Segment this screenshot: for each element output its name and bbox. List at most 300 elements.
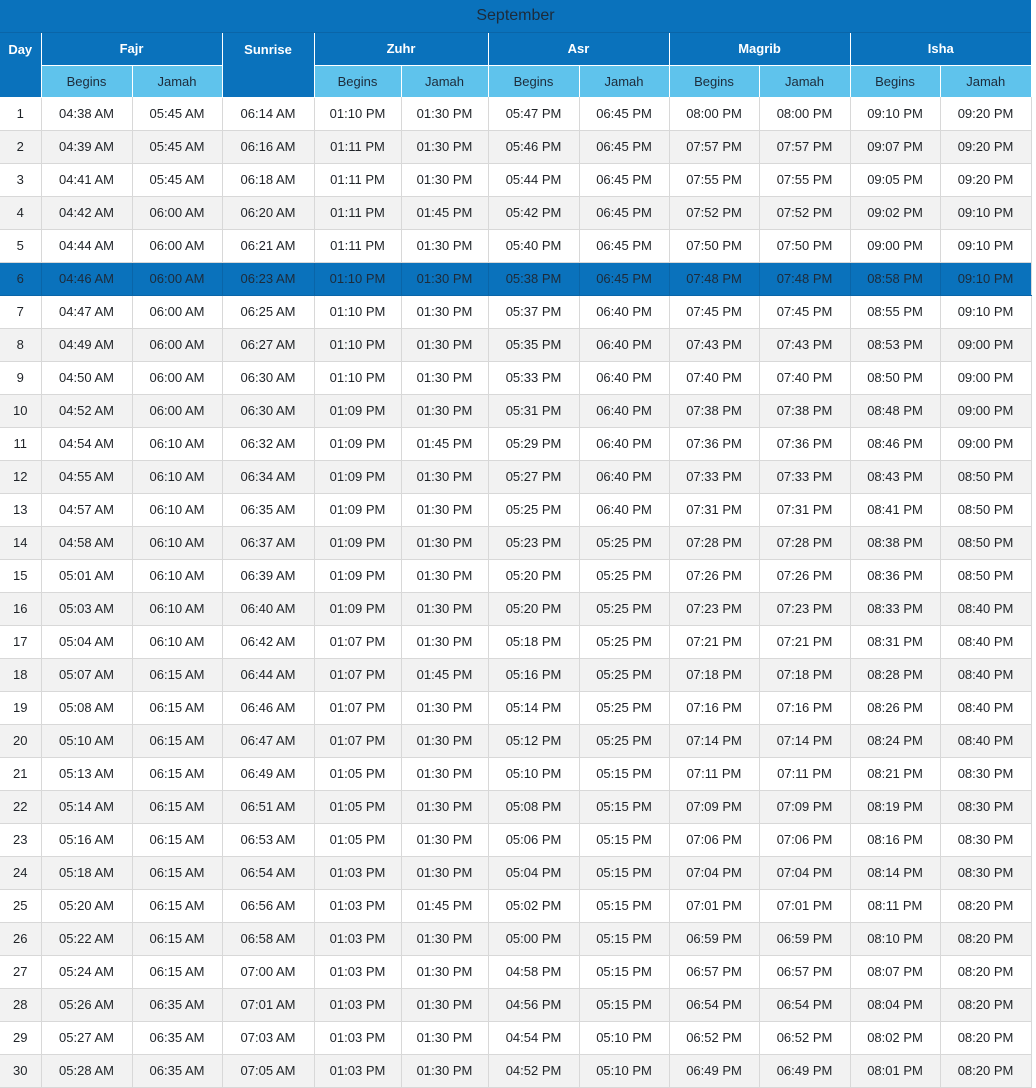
cell-day: 11 xyxy=(0,427,41,460)
cell-fajr-begins: 05:26 AM xyxy=(41,988,132,1021)
cell-magrib-jamah: 07:14 PM xyxy=(759,724,850,757)
cell-zuhr-jamah: 01:30 PM xyxy=(401,592,488,625)
cell-fajr-begins: 04:57 AM xyxy=(41,493,132,526)
cell-isha-begins: 09:00 PM xyxy=(850,229,940,262)
cell-asr-begins: 05:16 PM xyxy=(488,658,579,691)
cell-zuhr-jamah: 01:30 PM xyxy=(401,724,488,757)
cell-zuhr-begins: 01:05 PM xyxy=(314,823,401,856)
cell-sunrise: 06:25 AM xyxy=(222,295,314,328)
cell-isha-begins: 08:46 PM xyxy=(850,427,940,460)
cell-zuhr-jamah: 01:30 PM xyxy=(401,262,488,295)
cell-magrib-jamah: 07:50 PM xyxy=(759,229,850,262)
cell-asr-begins: 05:40 PM xyxy=(488,229,579,262)
cell-fajr-begins: 05:04 AM xyxy=(41,625,132,658)
cell-magrib-jamah: 07:52 PM xyxy=(759,196,850,229)
cell-fajr-jamah: 06:15 AM xyxy=(132,889,222,922)
cell-zuhr-begins: 01:05 PM xyxy=(314,790,401,823)
cell-asr-jamah: 05:15 PM xyxy=(579,790,669,823)
cell-fajr-jamah: 06:10 AM xyxy=(132,460,222,493)
cell-isha-jamah: 08:20 PM xyxy=(940,1021,1031,1054)
cell-magrib-jamah: 06:57 PM xyxy=(759,955,850,988)
cell-sunrise: 06:42 AM xyxy=(222,625,314,658)
cell-zuhr-begins: 01:11 PM xyxy=(314,163,401,196)
cell-zuhr-begins: 01:07 PM xyxy=(314,625,401,658)
subheader-magrib-jamah: Jamah xyxy=(759,65,850,97)
cell-isha-begins: 09:02 PM xyxy=(850,196,940,229)
cell-fajr-begins: 05:01 AM xyxy=(41,559,132,592)
cell-magrib-begins: 07:40 PM xyxy=(669,361,759,394)
month-title: September xyxy=(0,0,1031,33)
cell-sunrise: 06:27 AM xyxy=(222,328,314,361)
table-row xyxy=(0,658,1031,691)
cell-asr-begins: 05:44 PM xyxy=(488,163,579,196)
cell-zuhr-jamah: 01:30 PM xyxy=(401,790,488,823)
cell-zuhr-begins: 01:10 PM xyxy=(314,328,401,361)
cell-zuhr-begins: 01:10 PM xyxy=(314,295,401,328)
table-row xyxy=(0,955,1031,988)
cell-fajr-begins: 05:28 AM xyxy=(41,1054,132,1087)
subheader-isha-jamah: Jamah xyxy=(940,65,1031,97)
cell-isha-begins: 08:36 PM xyxy=(850,559,940,592)
cell-fajr-jamah: 06:35 AM xyxy=(132,1054,222,1087)
cell-sunrise: 07:03 AM xyxy=(222,1021,314,1054)
table-row xyxy=(0,790,1031,823)
cell-magrib-begins: 07:36 PM xyxy=(669,427,759,460)
cell-magrib-jamah: 06:54 PM xyxy=(759,988,850,1021)
cell-fajr-begins: 04:39 AM xyxy=(41,130,132,163)
cell-day: 18 xyxy=(0,658,41,691)
table-row xyxy=(0,724,1031,757)
cell-fajr-begins: 04:50 AM xyxy=(41,361,132,394)
table-row xyxy=(0,130,1031,163)
cell-magrib-jamah: 07:43 PM xyxy=(759,328,850,361)
cell-asr-begins: 05:20 PM xyxy=(488,559,579,592)
cell-zuhr-jamah: 01:30 PM xyxy=(401,691,488,724)
cell-asr-jamah: 06:45 PM xyxy=(579,97,669,130)
cell-asr-begins: 05:47 PM xyxy=(488,97,579,130)
cell-magrib-begins: 07:45 PM xyxy=(669,295,759,328)
cell-isha-jamah: 08:30 PM xyxy=(940,856,1031,889)
cell-isha-begins: 08:01 PM xyxy=(850,1054,940,1087)
cell-zuhr-jamah: 01:30 PM xyxy=(401,493,488,526)
cell-isha-jamah: 08:20 PM xyxy=(940,1054,1031,1087)
cell-magrib-begins: 07:43 PM xyxy=(669,328,759,361)
cell-asr-jamah: 05:25 PM xyxy=(579,592,669,625)
cell-day: 9 xyxy=(0,361,41,394)
table-row xyxy=(0,1054,1031,1087)
cell-asr-jamah: 06:40 PM xyxy=(579,361,669,394)
cell-isha-begins: 08:38 PM xyxy=(850,526,940,559)
cell-sunrise: 06:14 AM xyxy=(222,97,314,130)
cell-zuhr-begins: 01:03 PM xyxy=(314,856,401,889)
cell-fajr-jamah: 05:45 AM xyxy=(132,97,222,130)
cell-zuhr-jamah: 01:30 PM xyxy=(401,361,488,394)
cell-magrib-begins: 07:31 PM xyxy=(669,493,759,526)
cell-day: 7 xyxy=(0,295,41,328)
cell-zuhr-begins: 01:09 PM xyxy=(314,460,401,493)
cell-day: 14 xyxy=(0,526,41,559)
cell-zuhr-jamah: 01:30 PM xyxy=(401,328,488,361)
cell-day: 30 xyxy=(0,1054,41,1087)
header-asr: Asr xyxy=(488,33,669,65)
cell-isha-begins: 08:07 PM xyxy=(850,955,940,988)
cell-isha-jamah: 08:30 PM xyxy=(940,823,1031,856)
table-row xyxy=(0,394,1031,427)
cell-isha-begins: 08:48 PM xyxy=(850,394,940,427)
cell-zuhr-jamah: 01:30 PM xyxy=(401,460,488,493)
cell-isha-jamah: 09:20 PM xyxy=(940,130,1031,163)
cell-fajr-jamah: 06:15 AM xyxy=(132,856,222,889)
cell-asr-begins: 04:52 PM xyxy=(488,1054,579,1087)
cell-isha-jamah: 09:00 PM xyxy=(940,328,1031,361)
cell-sunrise: 06:23 AM xyxy=(222,262,314,295)
table-row xyxy=(0,163,1031,196)
cell-day: 4 xyxy=(0,196,41,229)
cell-magrib-begins: 07:52 PM xyxy=(669,196,759,229)
cell-sunrise: 06:30 AM xyxy=(222,394,314,427)
cell-isha-jamah: 08:40 PM xyxy=(940,691,1031,724)
cell-fajr-jamah: 06:10 AM xyxy=(132,559,222,592)
cell-fajr-begins: 04:38 AM xyxy=(41,97,132,130)
cell-fajr-begins: 04:55 AM xyxy=(41,460,132,493)
cell-zuhr-begins: 01:03 PM xyxy=(314,889,401,922)
cell-fajr-jamah: 06:35 AM xyxy=(132,1021,222,1054)
cell-day: 21 xyxy=(0,757,41,790)
cell-asr-begins: 05:38 PM xyxy=(488,262,579,295)
cell-fajr-jamah: 06:15 AM xyxy=(132,955,222,988)
cell-fajr-begins: 05:16 AM xyxy=(41,823,132,856)
cell-zuhr-jamah: 01:30 PM xyxy=(401,229,488,262)
cell-asr-begins: 05:31 PM xyxy=(488,394,579,427)
cell-asr-begins: 05:42 PM xyxy=(488,196,579,229)
cell-magrib-jamah: 07:55 PM xyxy=(759,163,850,196)
cell-asr-begins: 05:29 PM xyxy=(488,427,579,460)
cell-fajr-jamah: 06:10 AM xyxy=(132,427,222,460)
table-row xyxy=(0,856,1031,889)
cell-isha-jamah: 09:10 PM xyxy=(940,196,1031,229)
cell-zuhr-begins: 01:10 PM xyxy=(314,361,401,394)
cell-isha-begins: 08:02 PM xyxy=(850,1021,940,1054)
cell-magrib-begins: 07:55 PM xyxy=(669,163,759,196)
cell-asr-begins: 05:18 PM xyxy=(488,625,579,658)
cell-asr-jamah: 06:40 PM xyxy=(579,295,669,328)
cell-zuhr-jamah: 01:45 PM xyxy=(401,658,488,691)
cell-zuhr-jamah: 01:30 PM xyxy=(401,163,488,196)
cell-isha-begins: 08:16 PM xyxy=(850,823,940,856)
cell-magrib-begins: 07:04 PM xyxy=(669,856,759,889)
cell-magrib-jamah: 07:38 PM xyxy=(759,394,850,427)
cell-isha-jamah: 08:40 PM xyxy=(940,625,1031,658)
cell-magrib-jamah: 07:11 PM xyxy=(759,757,850,790)
table-row xyxy=(0,526,1031,559)
cell-sunrise: 06:39 AM xyxy=(222,559,314,592)
cell-magrib-begins: 07:06 PM xyxy=(669,823,759,856)
cell-sunrise: 06:40 AM xyxy=(222,592,314,625)
cell-magrib-jamah: 07:01 PM xyxy=(759,889,850,922)
subheader-isha-begins: Begins xyxy=(850,65,940,97)
cell-isha-jamah: 08:20 PM xyxy=(940,922,1031,955)
cell-day: 1 xyxy=(0,97,41,130)
cell-fajr-begins: 04:44 AM xyxy=(41,229,132,262)
cell-magrib-jamah: 07:36 PM xyxy=(759,427,850,460)
cell-isha-jamah: 09:20 PM xyxy=(940,97,1031,130)
cell-magrib-jamah: 07:16 PM xyxy=(759,691,850,724)
cell-zuhr-begins: 01:07 PM xyxy=(314,658,401,691)
cell-asr-jamah: 06:45 PM xyxy=(579,262,669,295)
header-sunrise: Sunrise xyxy=(222,33,314,97)
cell-zuhr-begins: 01:03 PM xyxy=(314,1021,401,1054)
cell-isha-begins: 08:24 PM xyxy=(850,724,940,757)
cell-isha-begins: 08:55 PM xyxy=(850,295,940,328)
cell-fajr-jamah: 06:15 AM xyxy=(132,922,222,955)
cell-magrib-begins: 06:59 PM xyxy=(669,922,759,955)
cell-day: 20 xyxy=(0,724,41,757)
cell-magrib-begins: 07:14 PM xyxy=(669,724,759,757)
cell-fajr-begins: 04:52 AM xyxy=(41,394,132,427)
table-row xyxy=(0,823,1031,856)
cell-zuhr-begins: 01:05 PM xyxy=(314,757,401,790)
cell-zuhr-jamah: 01:30 PM xyxy=(401,955,488,988)
table-row xyxy=(0,97,1031,130)
cell-sunrise: 06:37 AM xyxy=(222,526,314,559)
cell-isha-jamah: 09:20 PM xyxy=(940,163,1031,196)
cell-magrib-begins: 07:38 PM xyxy=(669,394,759,427)
cell-isha-jamah: 08:40 PM xyxy=(940,658,1031,691)
cell-zuhr-begins: 01:10 PM xyxy=(314,97,401,130)
table-row xyxy=(0,889,1031,922)
cell-fajr-begins: 04:54 AM xyxy=(41,427,132,460)
cell-sunrise: 07:05 AM xyxy=(222,1054,314,1087)
cell-magrib-begins: 07:50 PM xyxy=(669,229,759,262)
cell-asr-begins: 05:06 PM xyxy=(488,823,579,856)
subheader-magrib-begins: Begins xyxy=(669,65,759,97)
cell-fajr-jamah: 06:00 AM xyxy=(132,229,222,262)
cell-sunrise: 06:47 AM xyxy=(222,724,314,757)
cell-asr-begins: 05:10 PM xyxy=(488,757,579,790)
cell-magrib-begins: 06:52 PM xyxy=(669,1021,759,1054)
cell-asr-jamah: 06:45 PM xyxy=(579,196,669,229)
cell-magrib-jamah: 07:23 PM xyxy=(759,592,850,625)
cell-isha-jamah: 08:40 PM xyxy=(940,724,1031,757)
cell-zuhr-jamah: 01:30 PM xyxy=(401,394,488,427)
cell-isha-begins: 08:19 PM xyxy=(850,790,940,823)
subheader-asr-jamah: Jamah xyxy=(579,65,669,97)
cell-fajr-begins: 05:24 AM xyxy=(41,955,132,988)
cell-day: 26 xyxy=(0,922,41,955)
cell-magrib-jamah: 06:59 PM xyxy=(759,922,850,955)
cell-isha-begins: 08:28 PM xyxy=(850,658,940,691)
table-row xyxy=(0,1021,1031,1054)
cell-isha-jamah: 08:30 PM xyxy=(940,790,1031,823)
cell-sunrise: 06:20 AM xyxy=(222,196,314,229)
timetable xyxy=(0,33,1032,1088)
cell-zuhr-begins: 01:09 PM xyxy=(314,493,401,526)
cell-zuhr-begins: 01:09 PM xyxy=(314,592,401,625)
cell-asr-begins: 04:54 PM xyxy=(488,1021,579,1054)
cell-fajr-begins: 04:41 AM xyxy=(41,163,132,196)
cell-asr-begins: 05:23 PM xyxy=(488,526,579,559)
cell-day: 19 xyxy=(0,691,41,724)
cell-magrib-begins: 06:54 PM xyxy=(669,988,759,1021)
cell-asr-jamah: 06:40 PM xyxy=(579,493,669,526)
cell-asr-jamah: 05:15 PM xyxy=(579,955,669,988)
header-magrib: Magrib xyxy=(669,33,850,65)
cell-magrib-jamah: 07:06 PM xyxy=(759,823,850,856)
cell-fajr-jamah: 06:15 AM xyxy=(132,757,222,790)
cell-sunrise: 06:56 AM xyxy=(222,889,314,922)
cell-fajr-jamah: 06:15 AM xyxy=(132,724,222,757)
cell-magrib-jamah: 06:49 PM xyxy=(759,1054,850,1087)
cell-isha-begins: 08:14 PM xyxy=(850,856,940,889)
subheader-zuhr-begins: Begins xyxy=(314,65,401,97)
cell-asr-jamah: 05:10 PM xyxy=(579,1054,669,1087)
cell-fajr-jamah: 05:45 AM xyxy=(132,130,222,163)
cell-fajr-jamah: 06:10 AM xyxy=(132,592,222,625)
cell-magrib-begins: 07:09 PM xyxy=(669,790,759,823)
cell-day: 25 xyxy=(0,889,41,922)
cell-zuhr-jamah: 01:45 PM xyxy=(401,196,488,229)
cell-day: 29 xyxy=(0,1021,41,1054)
cell-sunrise: 06:18 AM xyxy=(222,163,314,196)
table-row xyxy=(0,625,1031,658)
cell-fajr-begins: 05:13 AM xyxy=(41,757,132,790)
cell-sunrise: 06:49 AM xyxy=(222,757,314,790)
cell-fajr-jamah: 05:45 AM xyxy=(132,163,222,196)
cell-sunrise: 06:30 AM xyxy=(222,361,314,394)
cell-zuhr-begins: 01:09 PM xyxy=(314,526,401,559)
cell-isha-begins: 08:41 PM xyxy=(850,493,940,526)
cell-isha-begins: 08:26 PM xyxy=(850,691,940,724)
cell-isha-jamah: 08:50 PM xyxy=(940,559,1031,592)
cell-asr-jamah: 05:25 PM xyxy=(579,691,669,724)
cell-fajr-begins: 04:58 AM xyxy=(41,526,132,559)
cell-magrib-begins: 07:48 PM xyxy=(669,262,759,295)
cell-asr-jamah: 06:45 PM xyxy=(579,163,669,196)
cell-sunrise: 06:58 AM xyxy=(222,922,314,955)
cell-asr-begins: 04:58 PM xyxy=(488,955,579,988)
cell-asr-jamah: 05:25 PM xyxy=(579,625,669,658)
cell-magrib-begins: 07:01 PM xyxy=(669,889,759,922)
cell-asr-jamah: 05:15 PM xyxy=(579,757,669,790)
cell-zuhr-begins: 01:09 PM xyxy=(314,559,401,592)
cell-zuhr-begins: 01:07 PM xyxy=(314,724,401,757)
header-fajr: Fajr xyxy=(41,33,222,65)
cell-asr-begins: 05:14 PM xyxy=(488,691,579,724)
cell-sunrise: 06:44 AM xyxy=(222,658,314,691)
cell-asr-begins: 05:12 PM xyxy=(488,724,579,757)
cell-asr-jamah: 05:15 PM xyxy=(579,922,669,955)
cell-fajr-jamah: 06:00 AM xyxy=(132,394,222,427)
cell-asr-begins: 05:25 PM xyxy=(488,493,579,526)
cell-day: 16 xyxy=(0,592,41,625)
cell-fajr-jamah: 06:15 AM xyxy=(132,823,222,856)
cell-magrib-jamah: 07:31 PM xyxy=(759,493,850,526)
table-row xyxy=(0,592,1031,625)
table-row xyxy=(0,361,1031,394)
cell-isha-jamah: 09:00 PM xyxy=(940,427,1031,460)
cell-asr-jamah: 06:45 PM xyxy=(579,130,669,163)
table-body xyxy=(0,97,1031,1087)
cell-zuhr-jamah: 01:30 PM xyxy=(401,1054,488,1087)
cell-magrib-jamah: 07:21 PM xyxy=(759,625,850,658)
cell-fajr-begins: 05:03 AM xyxy=(41,592,132,625)
cell-day: 15 xyxy=(0,559,41,592)
cell-isha-jamah: 09:10 PM xyxy=(940,295,1031,328)
cell-isha-begins: 08:31 PM xyxy=(850,625,940,658)
cell-isha-jamah: 08:20 PM xyxy=(940,988,1031,1021)
table-row xyxy=(0,757,1031,790)
cell-zuhr-jamah: 01:30 PM xyxy=(401,295,488,328)
cell-asr-begins: 05:00 PM xyxy=(488,922,579,955)
cell-isha-jamah: 08:40 PM xyxy=(940,592,1031,625)
cell-fajr-jamah: 06:10 AM xyxy=(132,493,222,526)
cell-magrib-begins: 07:33 PM xyxy=(669,460,759,493)
table-header xyxy=(0,33,1031,97)
cell-asr-begins: 05:33 PM xyxy=(488,361,579,394)
cell-zuhr-begins: 01:09 PM xyxy=(314,427,401,460)
cell-zuhr-begins: 01:03 PM xyxy=(314,1054,401,1087)
cell-zuhr-jamah: 01:30 PM xyxy=(401,823,488,856)
cell-zuhr-begins: 01:11 PM xyxy=(314,229,401,262)
cell-fajr-jamah: 06:35 AM xyxy=(132,988,222,1021)
cell-asr-begins: 05:20 PM xyxy=(488,592,579,625)
cell-zuhr-jamah: 01:30 PM xyxy=(401,97,488,130)
cell-fajr-jamah: 06:00 AM xyxy=(132,328,222,361)
cell-magrib-jamah: 07:57 PM xyxy=(759,130,850,163)
table-row xyxy=(0,493,1031,526)
header-zuhr: Zuhr xyxy=(314,33,488,65)
cell-zuhr-jamah: 01:30 PM xyxy=(401,988,488,1021)
cell-zuhr-jamah: 01:30 PM xyxy=(401,526,488,559)
cell-isha-jamah: 09:00 PM xyxy=(940,361,1031,394)
cell-asr-jamah: 05:25 PM xyxy=(579,658,669,691)
table-row xyxy=(0,559,1031,592)
cell-asr-begins: 05:08 PM xyxy=(488,790,579,823)
cell-zuhr-jamah: 01:45 PM xyxy=(401,427,488,460)
cell-fajr-begins: 05:10 AM xyxy=(41,724,132,757)
cell-isha-jamah: 08:50 PM xyxy=(940,460,1031,493)
cell-fajr-jamah: 06:15 AM xyxy=(132,790,222,823)
cell-isha-jamah: 08:50 PM xyxy=(940,526,1031,559)
cell-isha-jamah: 08:50 PM xyxy=(940,493,1031,526)
cell-zuhr-begins: 01:03 PM xyxy=(314,988,401,1021)
cell-asr-jamah: 05:15 PM xyxy=(579,856,669,889)
cell-isha-begins: 08:11 PM xyxy=(850,889,940,922)
cell-day: 27 xyxy=(0,955,41,988)
cell-fajr-jamah: 06:10 AM xyxy=(132,526,222,559)
cell-magrib-jamah: 08:00 PM xyxy=(759,97,850,130)
cell-magrib-jamah: 06:52 PM xyxy=(759,1021,850,1054)
cell-magrib-jamah: 07:26 PM xyxy=(759,559,850,592)
cell-asr-jamah: 06:45 PM xyxy=(579,229,669,262)
cell-day: 22 xyxy=(0,790,41,823)
cell-isha-begins: 08:58 PM xyxy=(850,262,940,295)
header-isha: Isha xyxy=(850,33,1031,65)
cell-day: 17 xyxy=(0,625,41,658)
cell-fajr-begins: 04:49 AM xyxy=(41,328,132,361)
cell-fajr-begins: 04:46 AM xyxy=(41,262,132,295)
table-row xyxy=(0,262,1031,295)
cell-isha-jamah: 09:10 PM xyxy=(940,229,1031,262)
cell-magrib-jamah: 07:04 PM xyxy=(759,856,850,889)
cell-zuhr-begins: 01:03 PM xyxy=(314,955,401,988)
cell-fajr-begins: 05:20 AM xyxy=(41,889,132,922)
cell-magrib-jamah: 07:40 PM xyxy=(759,361,850,394)
cell-asr-jamah: 05:10 PM xyxy=(579,1021,669,1054)
cell-day: 23 xyxy=(0,823,41,856)
subheader-asr-begins: Begins xyxy=(488,65,579,97)
table-row xyxy=(0,196,1031,229)
